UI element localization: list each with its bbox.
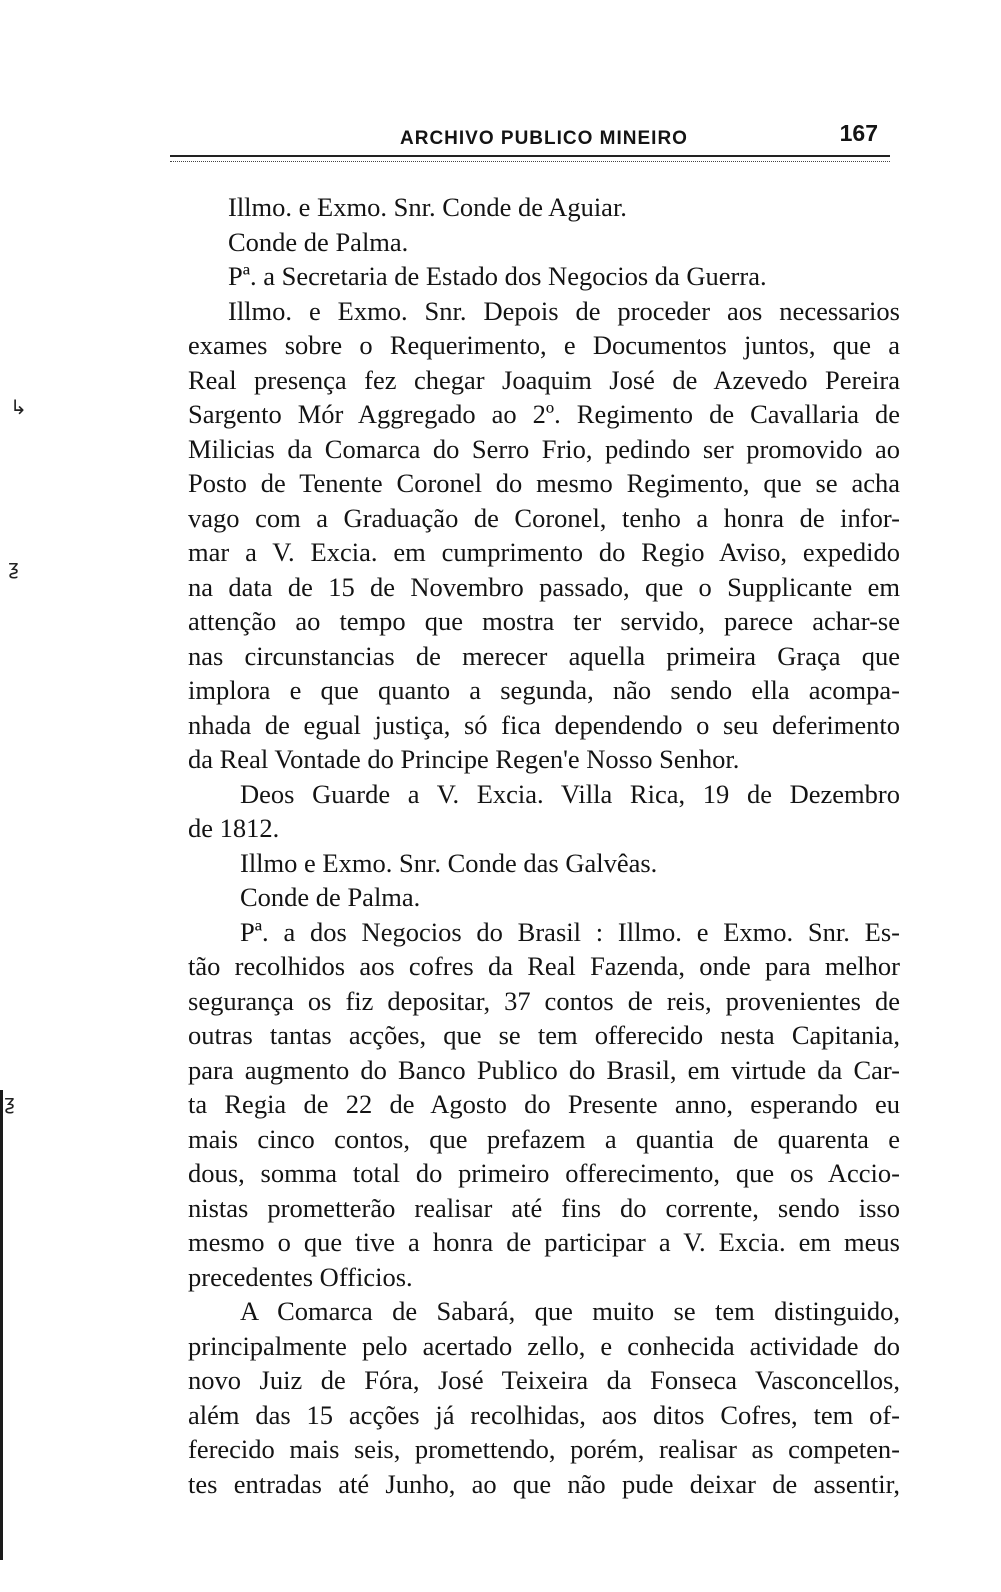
- text-line: ferecido mais seis, promettendo, porém, realisar as competen-: [188, 1434, 900, 1464]
- text-line: nhada de egual justiça, só fica dependendo o seu deferimento: [188, 709, 900, 740]
- text-line: novo Juiz de Fóra, José Teixeira da Fonseca Vasconcellos,: [188, 1365, 900, 1395]
- text-line: exames sobre o Requerimento, e Documentos juntos, que a: [188, 330, 900, 360]
- text-line: principalmente pelo acertado zello, e conhecida actividade do: [188, 1330, 900, 1361]
- page-number: 167: [839, 120, 878, 146]
- text-line: Illmo. e Exmo. Snr. Depois de proceder aos necessarios: [228, 295, 900, 326]
- text-line: Conde de Palma.: [228, 226, 409, 257]
- text-line: vago com a Graduação de Coronel, tenho a honra de infor-: [188, 502, 900, 533]
- text-line: implora e que quanto a segunda, não sendo ella acompa-: [188, 675, 900, 705]
- text-line: Pª. a Secretaria de Estado dos Negocios da Guerra.: [228, 261, 767, 291]
- text-line: da Real Vontade do Principe Regen'e Nosso Senhor.: [188, 744, 740, 774]
- text-line: Conde de Palma.: [240, 882, 421, 912]
- header-rule: [170, 155, 890, 162]
- text-line: Illmo e Exmo. Snr. Conde das Galvêas.: [240, 847, 658, 878]
- text-line: além das 15 acções já recolhidas, aos ditos Cofres, tem of-: [188, 1399, 900, 1430]
- text-line: mesmo o que tive a honra de participar a V. Excia. em meus: [188, 1227, 900, 1257]
- text-line: Deos Guarde a V. Excia. Villa Rica, 19 de Dezembro: [240, 778, 900, 809]
- text-line: na data de 15 de Novembro passado, que o Supplicante em: [188, 571, 900, 602]
- text-line: Illmo. e Exmo. Snr. Conde de Aguiar.: [228, 192, 627, 222]
- text-line: nas circunstancias de merecer aquella primeira Graça que: [188, 640, 900, 671]
- text-line: tão recolhidos aos cofres da Real Fazenda, onde para melhor: [188, 951, 900, 981]
- text-line: segurança os fiz depositar, 37 contos de reis, provenientes de: [188, 985, 900, 1016]
- text-line: Real presença fez chegar Joaquim José de Azevedo Pereira: [188, 364, 900, 395]
- text-line: para augmento do Banco Publico do Brasil, em virtude da Car-: [188, 1054, 900, 1085]
- text-line: dous, somma total do primeiro offerecimento, que os Accio-: [188, 1158, 900, 1188]
- text-line: de 1812.: [188, 813, 280, 843]
- text-line: outras tantas acções, que se tem offerecido nesta Capitania,: [188, 1020, 900, 1050]
- document-body: [188, 190, 900, 1501]
- text-line: mar a V. Excia. em cumprimento do Regio Aviso, expedido: [188, 537, 900, 567]
- margin-mark: ƺ: [4, 1090, 15, 1114]
- text-line: A Comarca de Sabará, que muito se tem distinguido,: [240, 1296, 900, 1326]
- text-line: tes entradas até Junho, ao que não pude deixar de assentir,: [188, 1468, 900, 1499]
- text-line: precedentes Officios.: [188, 1261, 413, 1292]
- text-line: nistas prometterão realisar até fins do corrente, sendo isso: [188, 1192, 900, 1223]
- running-title: ARCHIVO PUBLICO MINEIRO: [400, 128, 688, 149]
- text-line: mais cinco contos, que prefazem a quantia de quarenta e: [188, 1123, 900, 1154]
- text-line: Pª. a dos Negocios do Brasil : Illmo. e Exmo. Snr. Es-: [240, 916, 900, 947]
- margin-mark: ƺ: [8, 555, 19, 579]
- margin-binding-rule: [0, 1090, 3, 1560]
- text-line: Posto de Tenente Coronel do mesmo Regimento, que se acha: [188, 468, 900, 498]
- text-line: Sargento Mór Aggregado ao 2º. Regimento de Cavallaria de: [188, 399, 900, 429]
- margin-mark: ↳: [10, 395, 27, 419]
- text-line: attenção ao tempo que mostra ter servido, parece achar-se: [188, 606, 900, 636]
- text-line: Milicias da Comarca do Serro Frio, pedindo ser promovido ao: [188, 433, 900, 464]
- running-header: [170, 118, 890, 162]
- text-line: ta Regia de 22 de Agosto do Presente anno, esperando eu: [188, 1089, 900, 1119]
